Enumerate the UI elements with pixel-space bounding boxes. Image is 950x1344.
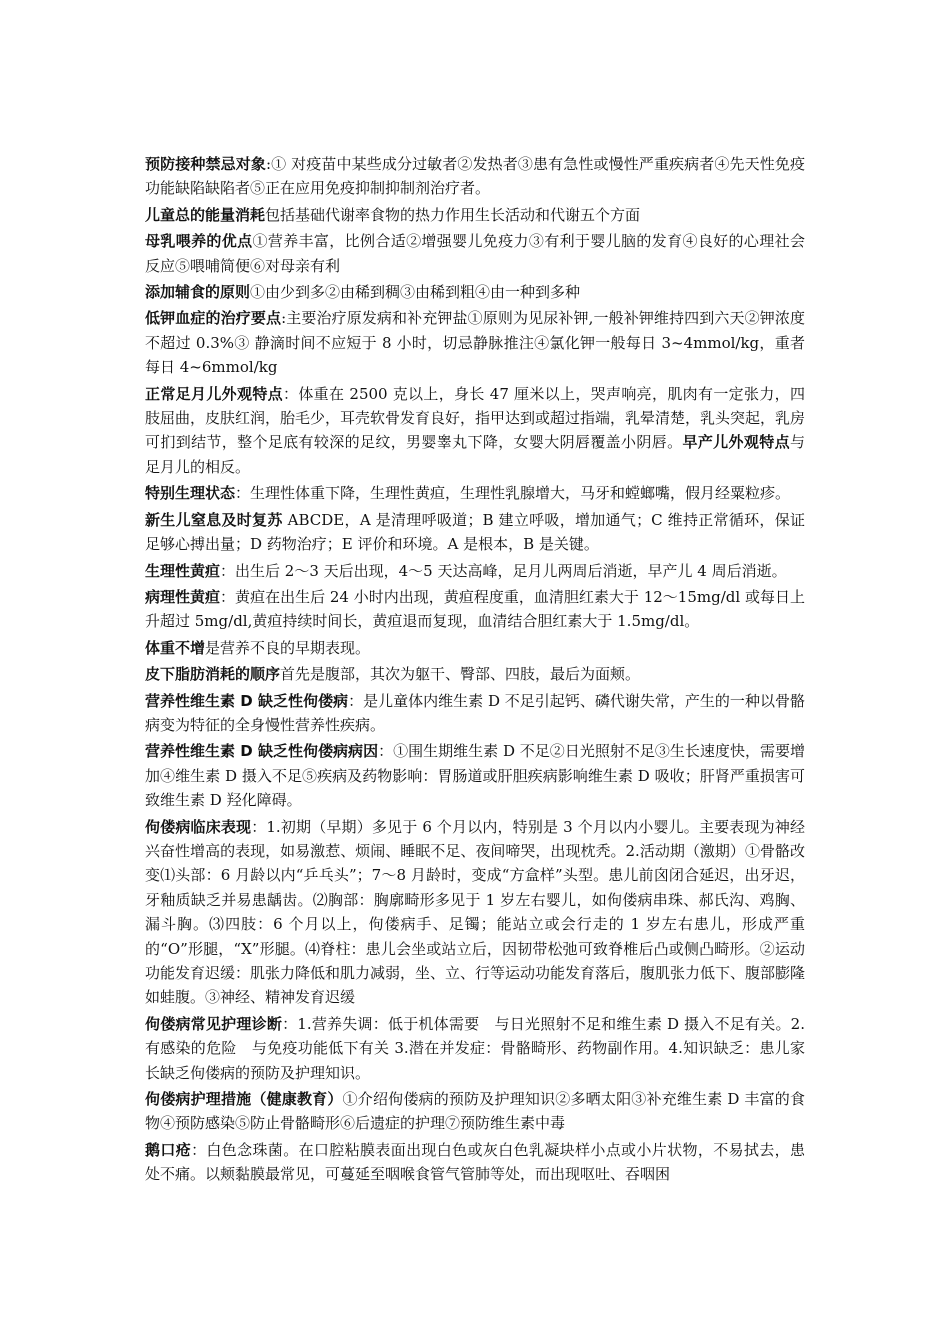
paragraph-text: ：①围生期维生素 D 不足②日光照射不足③生长速度快，需要增加④维生素 D 摄入不足⑤疾病及药物影响：胃肠道或肝胆疾病影响维生素 D 吸收；肝肾严重损害可致维生素 D 羟化障碍。 [145, 742, 805, 810]
paragraph-text: ：是儿童体内维生素 D 不足引起钙、磷代谢失常，产生的一种以骨骼病变为特征的全身慢性营养性疾病。 [145, 691, 805, 734]
term-heading: 鹅口疮 [145, 1140, 192, 1159]
term-heading: 病理性黄疸 [145, 587, 221, 606]
term-heading: 佝偻病临床表现 [145, 817, 252, 836]
paragraph-energy-consumption [145, 203, 805, 227]
paragraph-subcutaneous-fat [145, 662, 805, 686]
paragraph-hypokalemia-treatment [145, 306, 805, 379]
paragraph-text: ：生理性体重下降，生理性黄疸，生理性乳腺增大，马牙和螳螂嘴，假月经粟粒疹。 [235, 484, 791, 503]
paragraph-text: ：体重在 2500 克以上，身长 47 厘米以上，哭声响亮，肌肉有一定张力，四肢屈曲，皮肤红润，胎毛少，耳壳软骨发育良好，指甲达到或超过指端，乳晕清楚，乳头突起，乳房可扪到结节，整个足底有较深的足纹，男婴睾丸下降，女婴大阴唇覆盖小阴唇。 [145, 384, 806, 452]
paragraph-breastfeeding-advantages [145, 229, 805, 278]
term-heading: 营养性维生素 D 缺乏性佝偻病病因 [145, 742, 379, 761]
paragraph-text: ：黄疸在出生后 24 小时内出现，黄疸程度重，血清胆红素大于 12～15mg/dl 或每日上升超过 5mg/dl,黄疸持续时间长，黄疸退而复现，血清结合胆红素大于 1.5mg/dl。 [145, 587, 805, 631]
paragraph-rickets-definition [145, 689, 805, 738]
paragraph-text: ①营养丰富，比例合适②增强婴儿免疫力③有利于婴儿脑的发育④良好的心理社会反应⑤喂哺简便⑥对母亲有利 [145, 232, 805, 275]
term-heading: 添加辅食的原则 [145, 283, 251, 302]
paragraph-rickets-nursing-diagnosis [145, 1012, 805, 1085]
paragraph-text: ：1.初期（早期）多见于 6 个月以内，特别是 3 个月以内小婴儿。主要表现为神经兴奋性增高的表现，如易激惹、烦闹、睡眠不足、夜间啼哭，出现枕秃。2.活动期（激期）①骨骼改变⑴头部：6 月龄以内“乒乓头”；7～8 月龄时，变成“方盒样”头型。患儿前囟闭合延迟，出牙迟，牙釉质缺乏并易患龋齿。⑵胸部：胸廓畸形多见于 1 岁左右婴儿，如佝偻病串珠、郝氏沟、鸡胸、漏斗胸。⑶四肢：6 个月以上，佝偻病手、足镯；能站立或会行走的 1 岁左右患儿，形成严重的“O”形腿，“X”形腿。⑷脊柱：患儿会坐或站立后，因韧带松弛可致脊椎后凸或侧凸畸形。②运动功能发育迟缓：肌张力降低和肌力减弱，坐、立、行等运动功能发育落后，腹肌张力低下、腹部膨隆如蛙腹。③神经、精神发育迟缓 [145, 817, 806, 1007]
term-heading: 皮下脂肪消耗的顺序 [145, 665, 281, 684]
paragraph-physiological-jaundice [145, 559, 805, 583]
term-heading: 新生儿窒息及时复苏 [145, 510, 283, 529]
document-page [145, 152, 805, 1189]
paragraph-text: 首先是腹部，其次为躯干、臀部、四肢，最后为面颊。 [280, 665, 641, 684]
paragraph-rickets-nursing-measures [145, 1087, 805, 1136]
paragraph-vaccination-contraindications [145, 152, 805, 201]
paragraph-rickets-clinical [145, 815, 805, 1010]
paragraph-text-secondary: 与足月儿的相反。 [145, 433, 805, 476]
term-heading: 母乳喂养的优点 [145, 232, 253, 251]
term-heading: 正常足月儿外观特点 [145, 384, 283, 403]
paragraph-special-physiological-state [145, 481, 805, 505]
paragraph-text: ：出生后 2～3 天后出现，4～5 天达高峰，足月儿两周后消逝，早产儿 4 周后消逝。 [220, 561, 787, 580]
term-heading-secondary: 早产儿外观特点 [682, 433, 790, 452]
paragraph-text: 是营养不良的早期表现。 [205, 638, 371, 657]
paragraph-text: ABCDE，A 是清理呼吸道；B 建立呼吸，增加通气；C 维持正常循环，保证足够心搏出量；D 药物治疗；E 评价和环境。A 是根本，B 是关键。 [145, 510, 805, 554]
paragraph-asphyxia-resuscitation [145, 508, 805, 557]
term-heading: 生理性黄疸 [145, 561, 221, 580]
term-heading: 佝偻病常见护理诊断 [145, 1014, 283, 1033]
paragraph-term-newborn-appearance [145, 382, 805, 480]
paragraph-text: ：1.营养失调：低于机体需要 与日光照射不足和维生素 D 摄入不足有关。2.有感染的危险 与免疫功能低下有关 3.潜在并发症：骨骼畸形、药物副作用。4.知识缺乏：患儿家长缺乏佝偻病的预防及护理知识。 [145, 1014, 805, 1082]
term-heading: 佝偻病护理措施（健康教育） [145, 1090, 343, 1109]
paragraph-text: 包括基础代谢率食物的热力作用生长活动和代谢五个方面 [265, 205, 641, 224]
paragraph-text: ①由少到多②由稀到稠③由稀到粗④由一种到多种 [250, 283, 581, 302]
term-heading: 体重不增 [145, 638, 206, 657]
term-heading: 特别生理状态 [145, 484, 236, 503]
paragraph-thrush [145, 1138, 805, 1187]
paragraph-complementary-food [145, 280, 805, 304]
term-heading: 儿童总的能量消耗 [145, 205, 266, 224]
paragraph-weight-gain [145, 636, 805, 660]
paragraph-text: :① 对疫苗中某些成分过敏者②发热者③患有急性或慢性严重疾病者④先天性免疫功能缺陷缺陷者⑤正在应用免疫抑制抑制剂治疗者。 [145, 155, 805, 198]
paragraph-pathological-jaundice [145, 585, 805, 634]
paragraph-text: ：白色念珠菌。在口腔粘膜表面出现白色或灰白色乳凝块样小点或小片状物，不易拭去，患处不痛。以颊黏膜最常见，可蔓延至咽喉食管气管肺等处，而出现呕吐、吞咽困 [145, 1140, 805, 1184]
term-heading: 营养性维生素 D 缺乏性佝偻病 [145, 691, 349, 710]
term-heading: 预防接种禁忌对象 [145, 155, 266, 173]
paragraph-text: :主要治疗原发病和补充钾盐①原则为见尿补钾,一般补钾维持四到六天②钾浓度不超过 0.3%③ 静滴时间不应短于 8 小时，切忌静脉推注④氯化钾一般每日 3~4mmol/kg，重者每日 4~6mmol/kg [145, 309, 805, 377]
term-heading: 低钾血症的治疗要点 [145, 309, 282, 328]
paragraph-text: ①介绍佝偻病的预防及护理知识②多晒太阳③补充维生素 D 丰富的食物④预防感染⑤防止骨骼畸形⑥后遗症的护理⑦预防维生素中毒 [145, 1090, 805, 1133]
paragraph-rickets-causes [145, 739, 805, 812]
